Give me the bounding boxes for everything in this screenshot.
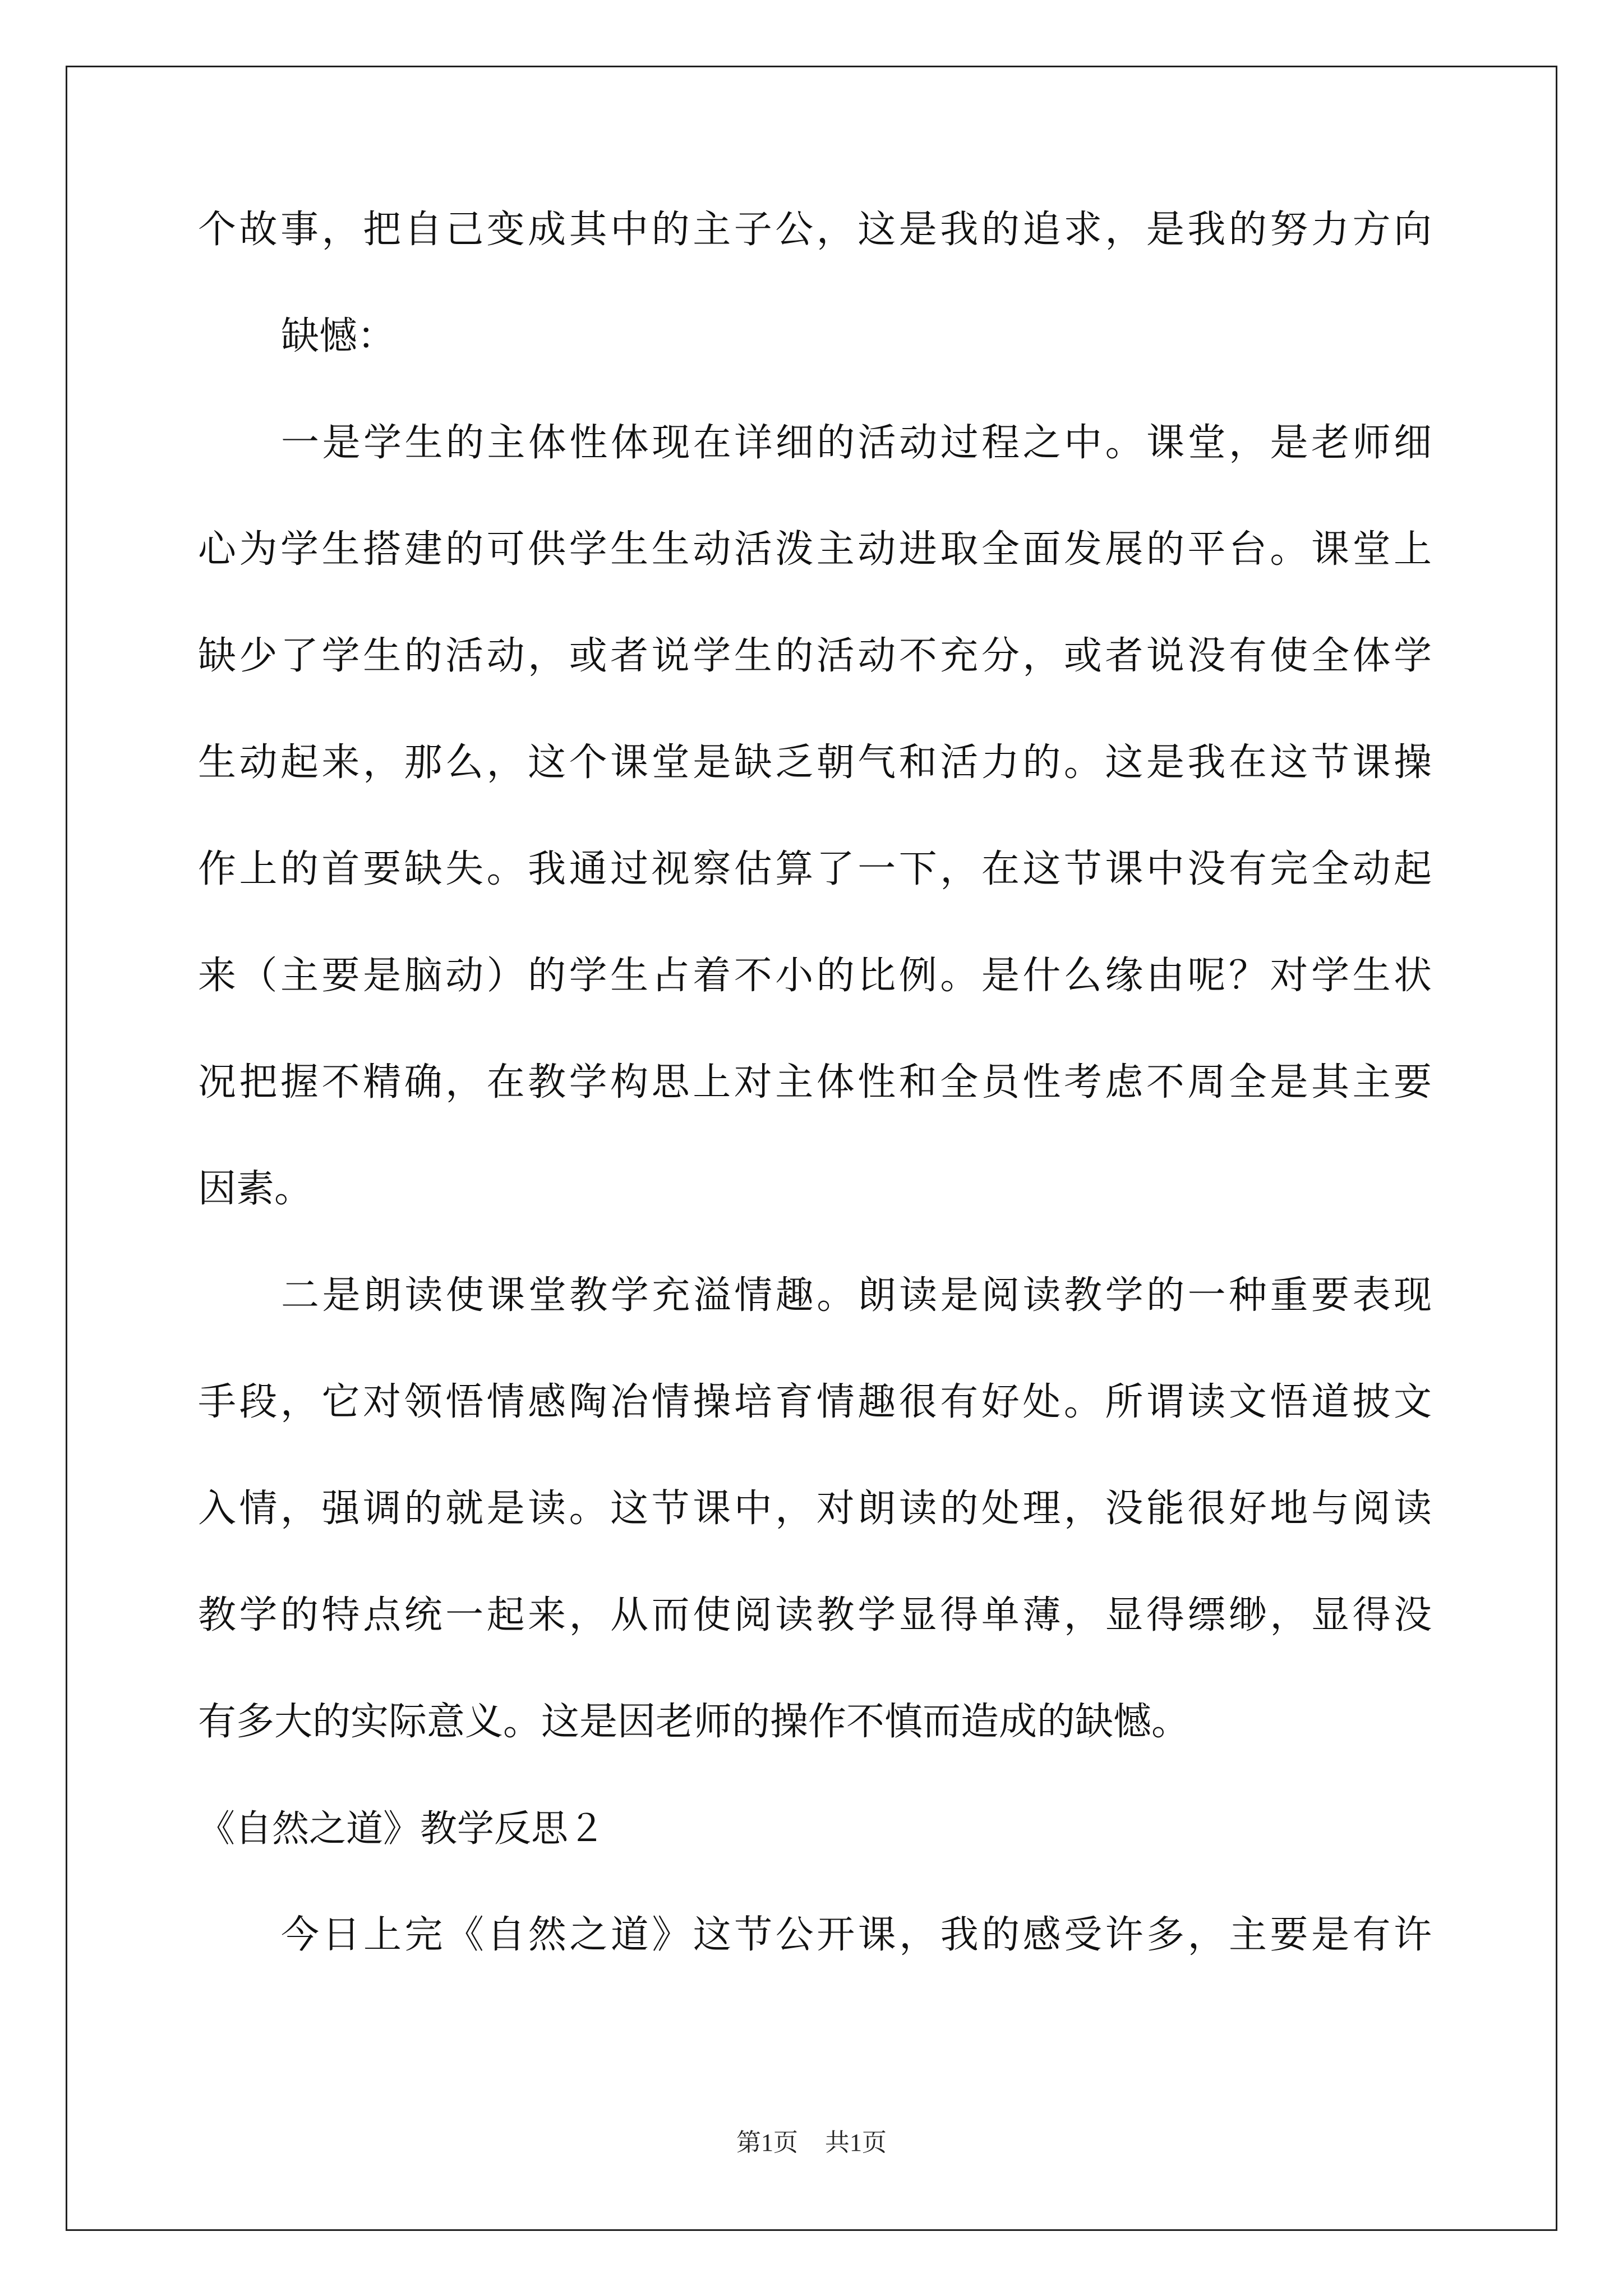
paragraph-first-line: 二是朗读使课堂教学充溢情趣。朗读是阅读教学的一种重要表现 [281, 1273, 1432, 1318]
text-line: 入情，强调的就是读。这节课中，对朗读的处理，没能很好地与阅读 [198, 1487, 1432, 1531]
text-line: 有多大的实际意义。这是因老师的操作不慎而造成的缺憾。 [198, 1700, 1190, 1744]
text-line: 教学的特点统一起来，从而使阅读教学显得单薄，显得缥缈，显得没 [198, 1593, 1432, 1637]
page-border [66, 66, 1557, 2231]
page-footer [0, 2127, 1623, 2159]
section-label-shortcomings: 缺憾： [281, 314, 396, 358]
section-heading: 《自然之道》教学反思２ [198, 1807, 605, 1850]
text-line: 心为学生搭建的可供学生生动活泼主动进取全面发展的平台。课堂上 [198, 527, 1432, 572]
text-line: 来（主要是脑动）的学生占着不小的比例。是什么缘由呢？对学生状 [198, 954, 1432, 998]
text-line: 个故事，把自己变成其中的主子公，这是我的追求，是我的努力方向 [198, 208, 1432, 252]
text-line: 缺少了学生的活动，或者说学生的活动不充分，或者说没有使全体学 [198, 634, 1432, 678]
page-number: 第1页 [736, 2129, 798, 2156]
text-line: 生动起来，那么，这个课堂是缺乏朝气和活力的。这是我在这节课操 [198, 740, 1432, 785]
page-total: 共1页 [825, 2129, 887, 2156]
paragraph-first-line: 今日上完《自然之道》这节公开课，我的感受许多，主要是有许 [281, 1913, 1432, 1957]
text-line: 作上的首要缺失。我通过视察估算了一下，在这节课中没有完全动起 [198, 847, 1432, 891]
text-line: 手段，它对领悟情感陶冶情操培育情趣很有好处。所谓读文悟道披文 [198, 1380, 1432, 1424]
paragraph-first-line: 一是学生的主体性体现在详细的活动过程之中。课堂，是老师细 [281, 421, 1432, 465]
text-line: 况把握不精确，在教学构思上对主体性和全员性考虑不周全是其主要 [198, 1060, 1432, 1105]
text-line: 因素。 [198, 1167, 313, 1211]
